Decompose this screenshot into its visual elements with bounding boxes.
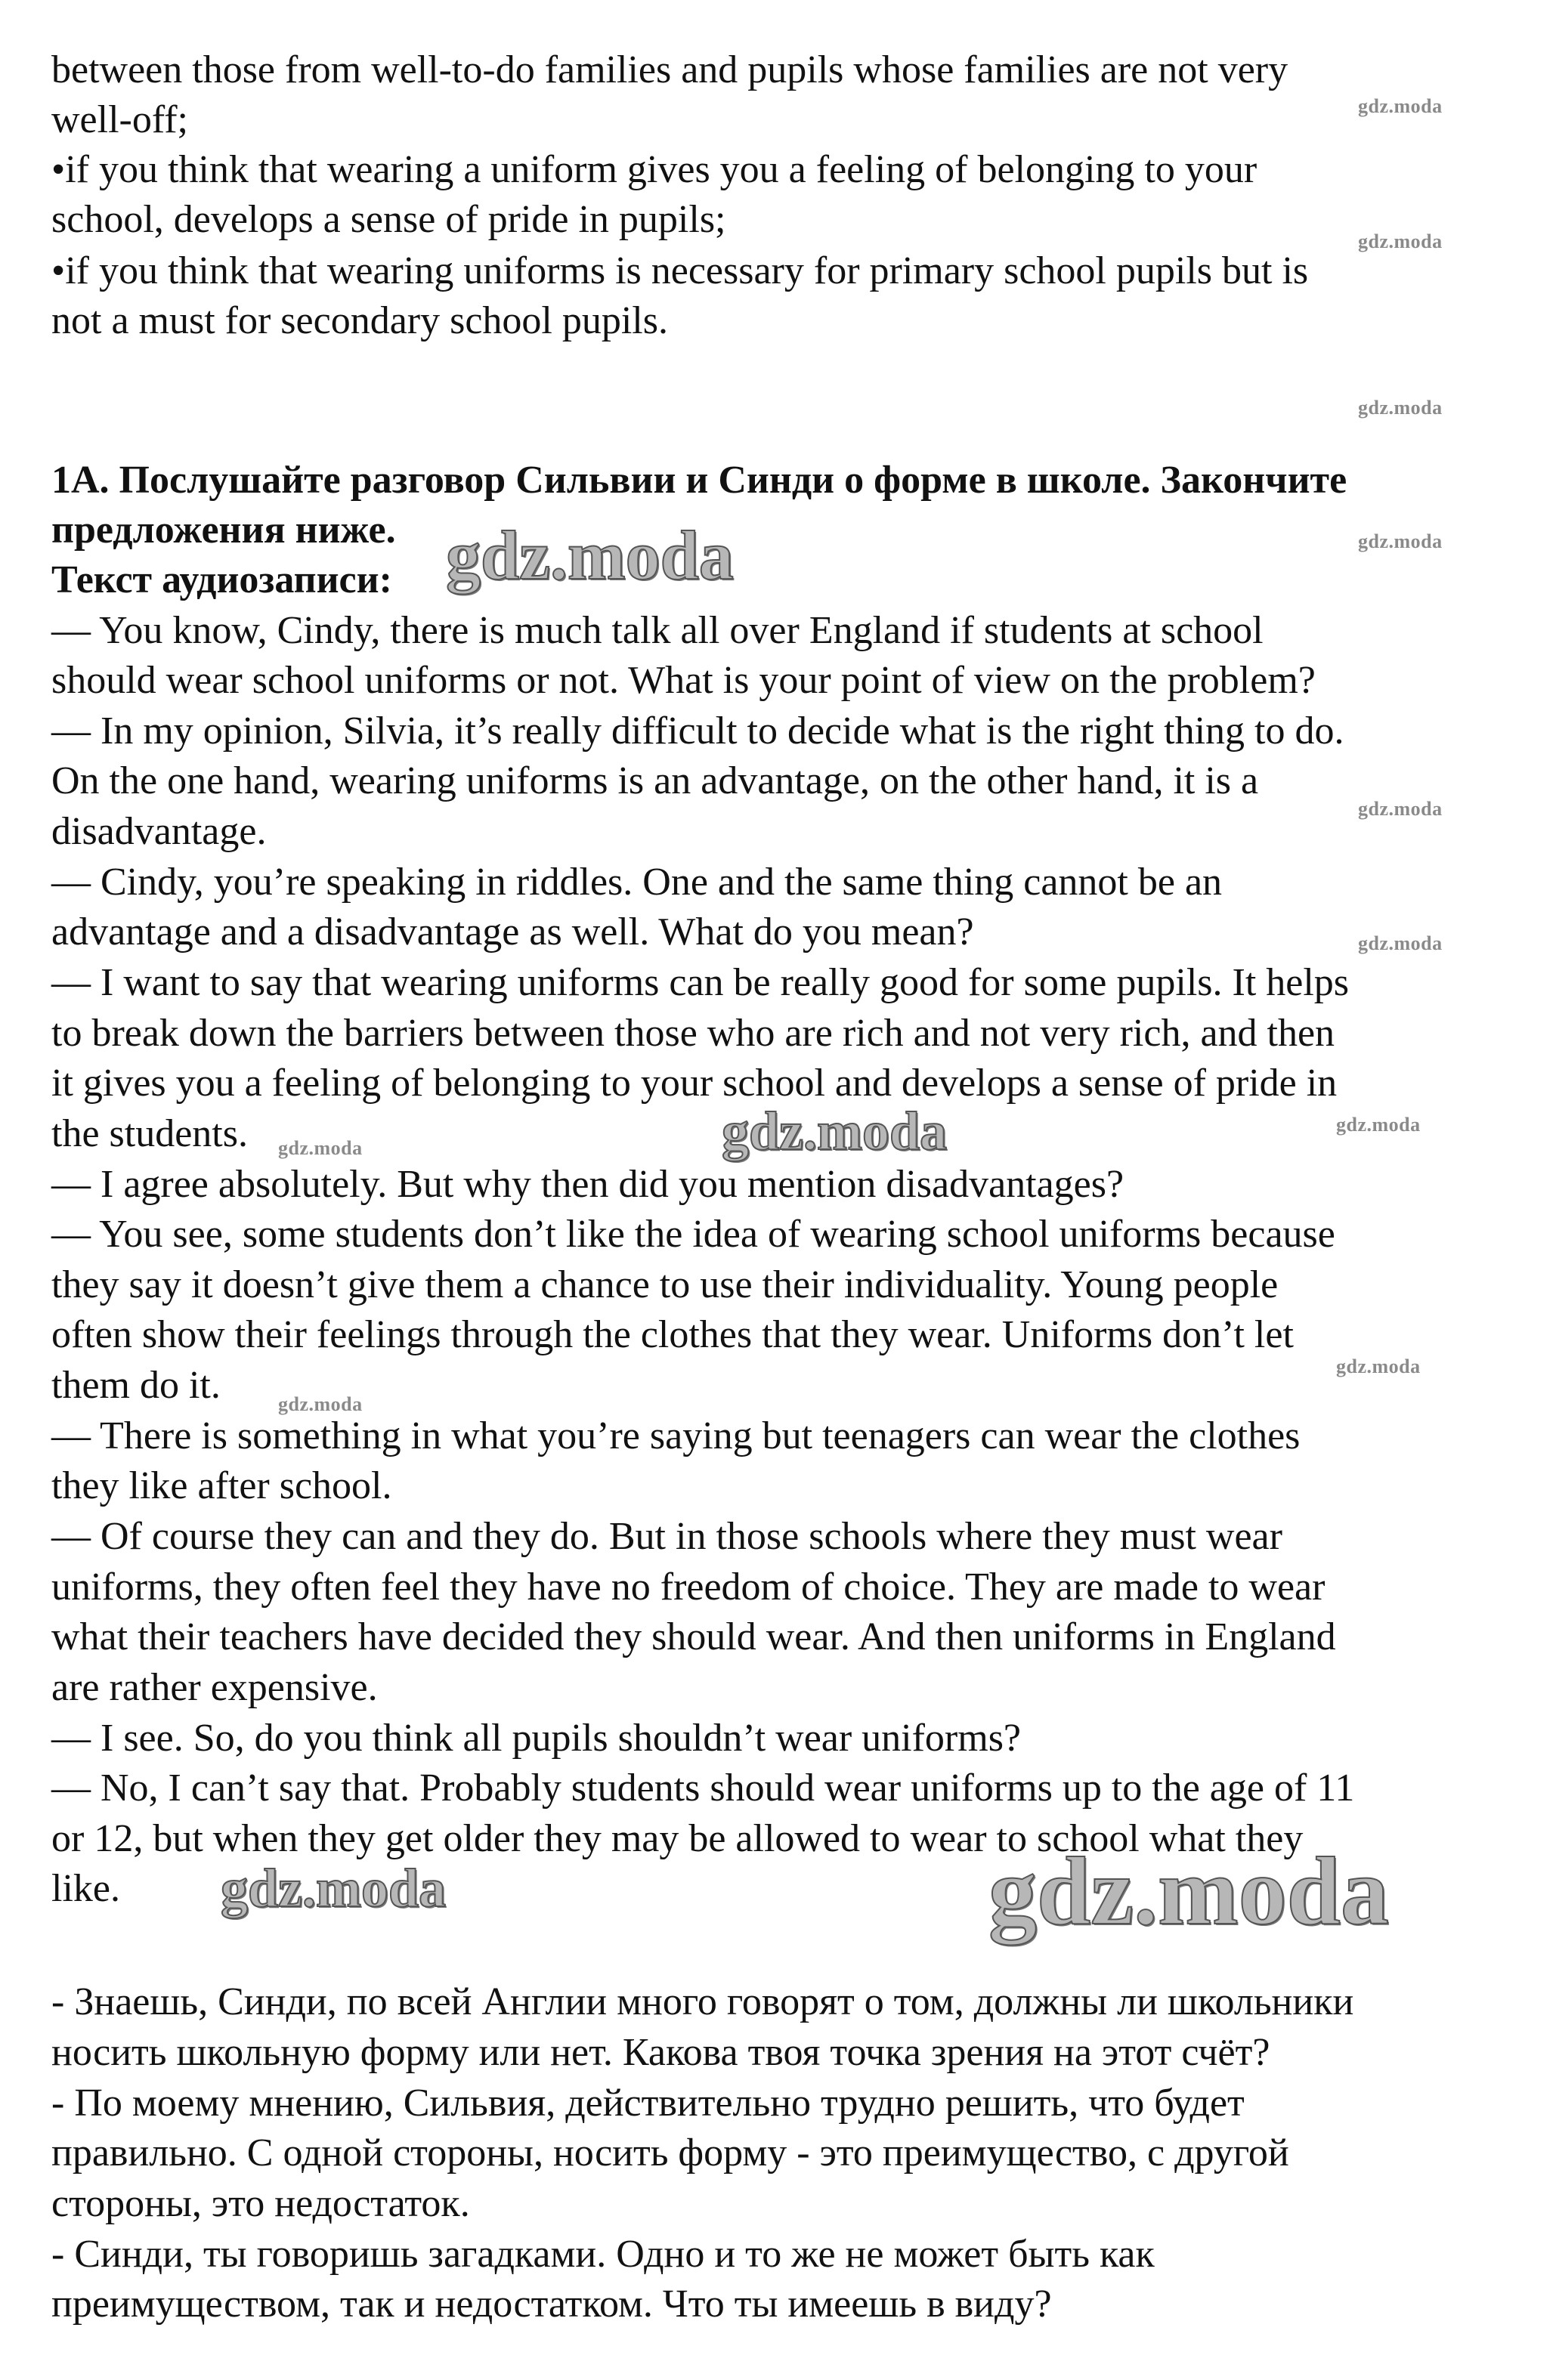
watermark-large: gdz.moda [221, 1858, 447, 1918]
watermark-small: gdz.moda [1336, 1114, 1421, 1136]
watermark-small: gdz.moda [278, 1137, 363, 1159]
task-heading: 1A. Послушайте разговор Сильвии и Синди о форме в школе. Закончите [51, 459, 1347, 502]
dialogue-line: it gives you a feeling of belonging to your school and develops a sense of pride in [51, 1062, 1338, 1105]
dialogue-line: — There is something in what you’re saying but teenagers can wear the clothes [51, 1414, 1301, 1457]
dialogue-line: often show their feelings through the clothes that they wear. Uniforms don’t let [51, 1313, 1294, 1356]
intro-line: between those from well-to-do families and pupils whose families are not very [51, 48, 1288, 91]
dialogue-line: advantage and a disadvantage as well. What do you mean? [51, 910, 974, 954]
watermark-large: gdz.moda [446, 517, 734, 594]
dialogue-line: should wear school uniforms or not. What is your point of view on the problem? [51, 659, 1316, 702]
intro-line: not a must for secondary school pupils. [51, 299, 668, 342]
dialogue-line: them do it. [51, 1364, 221, 1407]
dialogue-line: — You know, Cindy, there is much talk all over England if students at school [51, 609, 1264, 652]
translation-line: преимуществом, так и недостатком. Что ты имеешь в виду? [51, 2283, 1052, 2326]
dialogue-line: what their teachers have decided they should wear. And then uniforms in England [51, 1615, 1336, 1658]
watermark-small: gdz.moda [1358, 95, 1443, 117]
intro-line: •if you think that wearing a uniform gives you a feeling of belonging to your [51, 148, 1257, 191]
dialogue-line: — In my opinion, Silvia, it’s really difficult to decide what is the right thing to do. [51, 709, 1344, 753]
watermark-small: gdz.moda [1358, 397, 1443, 419]
watermark-small: gdz.moda [1358, 530, 1443, 552]
watermark-large: gdz.moda [722, 1101, 948, 1161]
dialogue-line: are rather expensive. [51, 1666, 378, 1709]
watermark-small: gdz.moda [1358, 932, 1443, 954]
transcript-label: Текст аудиозаписи: [51, 558, 392, 601]
watermark-large: gdz.moda [988, 1838, 1389, 1945]
watermark-small: gdz.moda [1336, 1355, 1421, 1377]
dialogue-line: or 12, but when they get older they may be allowed to wear to school what they [51, 1817, 1304, 1860]
intro-line: well-off; [51, 98, 188, 141]
intro-line: •if you think that wearing uniforms is necessary for primary school pupils but is [51, 249, 1309, 292]
dialogue-line: On the one hand, wearing uniforms is an advantage, on the other hand, it is a [51, 759, 1259, 802]
task-heading: предложения ниже. [51, 508, 396, 552]
dialogue-line: disadvantage. [51, 810, 267, 853]
translation-line: - Знаешь, Синди, по всей Англии много говорят о том, должны ли школьники [51, 1980, 1354, 2023]
dialogue-line: — Of course they can and they do. But in those schools where they must wear [51, 1515, 1282, 1558]
translation-line: - Синди, ты говоришь загадками. Одно и то же не может быть как [51, 2233, 1155, 2276]
translation-line: носить школьную форму или нет. Какова твоя точка зрения на этот счёт? [51, 2031, 1270, 2074]
dialogue-line: to break down the barriers between those who are rich and not very rich, and then [51, 1012, 1335, 1055]
dialogue-line: like. [51, 1867, 120, 1910]
dialogue-line: uniforms, they often feel they have no freedom of choice. They are made to wear [51, 1566, 1326, 1609]
translation-line: - По моему мнению, Сильвия, действительно трудно решить, что будет [51, 2082, 1245, 2125]
dialogue-line: they like after school. [51, 1464, 392, 1507]
translation-line: стороны, это недостаток. [51, 2182, 470, 2225]
dialogue-line: — You see, some students don’t like the idea of wearing school uniforms because [51, 1213, 1335, 1256]
watermark-small: gdz.moda [278, 1393, 363, 1415]
watermark-small: gdz.moda [1358, 798, 1443, 820]
dialogue-line: — I see. So, do you think all pupils shouldn’t wear uniforms? [51, 1717, 1022, 1760]
translation-line: правильно. С одной стороны, носить форму - это преимущество, с другой [51, 2131, 1289, 2174]
intro-line: school, develops a sense of pride in pupils; [51, 198, 726, 241]
dialogue-line: the students. [51, 1112, 248, 1155]
dialogue-line: — I want to say that wearing uniforms can be really good for some pupils. It helps [51, 961, 1350, 1004]
dialogue-line: — Cindy, you’re speaking in riddles. One and the same thing cannot be an [51, 861, 1223, 904]
dialogue-line: they say it doesn’t give them a chance to use their individuality. Young people [51, 1263, 1279, 1306]
watermark-small: gdz.moda [1358, 230, 1443, 252]
dialogue-line: — I agree absolutely. But why then did you mention disadvantages? [51, 1163, 1124, 1206]
dialogue-line: — No, I can’t say that. Probably students should wear uniforms up to the age of 11 [51, 1766, 1355, 1810]
